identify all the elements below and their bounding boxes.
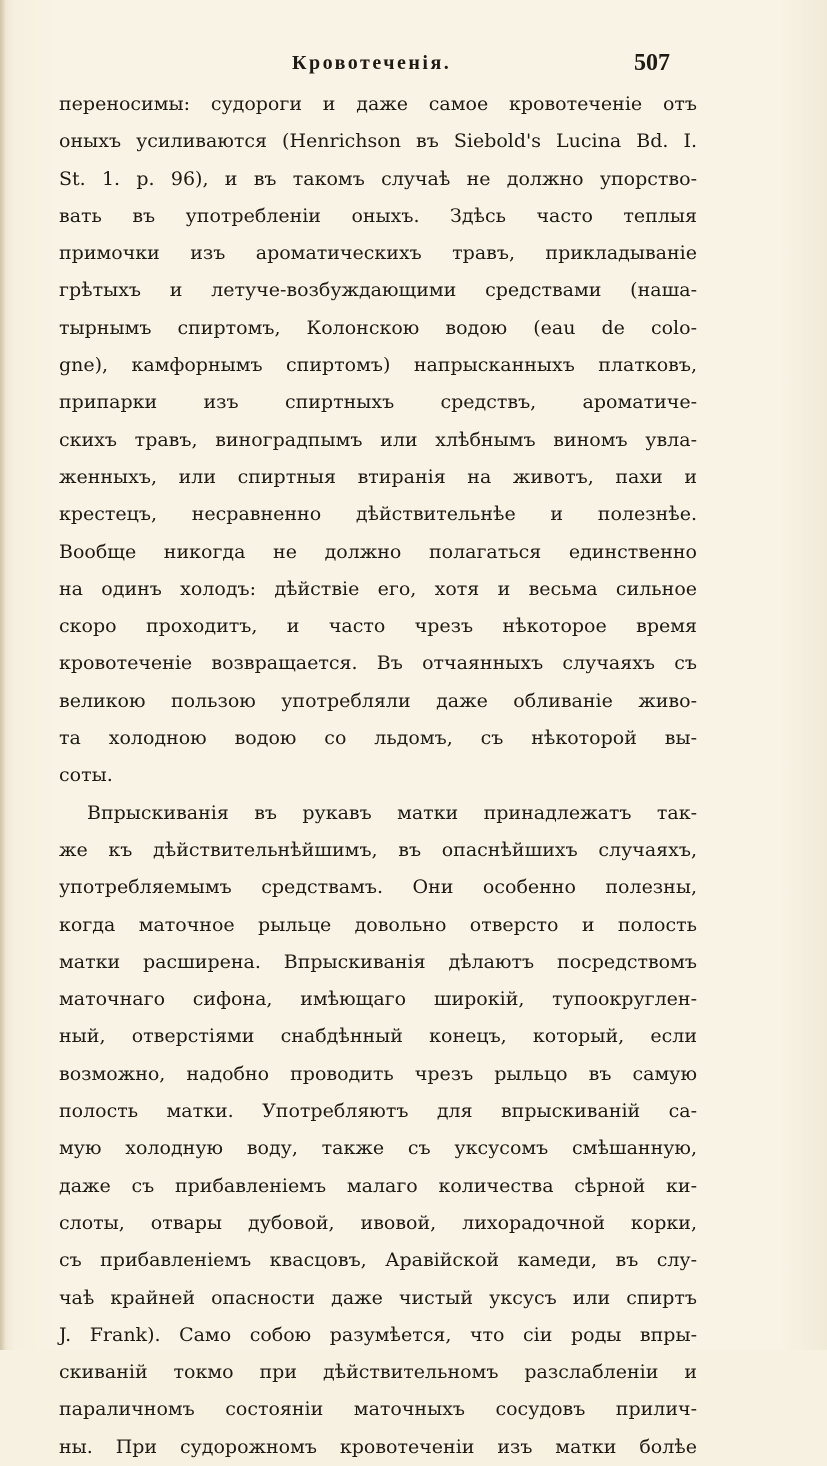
page-spine-shadow [0, 0, 6, 1350]
text-line: вать въ употребленіи оныхъ. Здѣсь часто теплыя [59, 204, 697, 227]
text-line: соты. [59, 764, 113, 787]
text-line: скоро проходитъ, и часто чрезъ нѣкоторое время [59, 615, 697, 638]
text-line: переносимы: судороги и даже самое кровотеченіе отъ [59, 93, 697, 115]
text-line: ны. При судорожномъ кровотеченіи изъ матки болѣе [59, 1435, 697, 1458]
body-text [59, 86, 697, 1466]
text-line: gne), камфорнымъ спиртомъ) напрысканныхъ платковъ, [59, 354, 697, 377]
running-title: Кровотеченія. [292, 52, 452, 74]
page-header [0, 50, 827, 84]
text-line: примочки изъ ароматическихъ травъ, прикладываніе [59, 242, 697, 265]
text-line: когда маточное рыльце довольно отверсто и полость [59, 913, 697, 936]
text-line: употребляемымъ средствамъ. Они особенно полезны, [59, 876, 697, 899]
text-line: женныхъ, или спиртныя втиранія на животъ, пахи и [59, 465, 697, 488]
text-line: ный, отверстіями снабдѣнный конецъ, который, если [59, 1025, 697, 1048]
text-line: тырнымъ спиртомъ, Колонскою водою (eau de colo- [59, 316, 697, 339]
text-line: оныхъ усиливаются (Henrichson въ Siebold's Lucina Bd. I. [59, 130, 697, 153]
text-line: же къ дѣйствительнѣйшимъ, въ опаснѣйшихъ случаяхъ, [59, 838, 697, 861]
text-line: съ прибавленіемъ квасцовъ, Аравійской камеди, въ слу- [59, 1249, 697, 1272]
text-line: возможно, надобно проводить чрезъ рыльцо въ самую [59, 1062, 697, 1085]
text-line: чаѣ крайней опасности даже чистый уксусъ или спиртъ [59, 1286, 697, 1309]
text-line: параличномъ состояніи маточныхъ сосудовъ прилич- [59, 1398, 697, 1421]
text-line: грѣтыхъ и летуче-возбуждающими средствами (наша- [59, 279, 697, 302]
text-line: матки расширена. Впрыскиванія дѣлаютъ посредствомъ [59, 950, 697, 973]
text-line: на одинъ холодъ: дѣйствіе его, хотя и весьма сильное [59, 577, 697, 600]
text-line: J. Frank). Само собою разумѣется, что сіи роды впры- [59, 1323, 697, 1346]
text-line: крестецъ, несравненно дѣйствительнѣе и полезнѣе. [59, 503, 697, 526]
text-line: Впрыскиванія въ рукавъ матки принадлежатъ так- [87, 801, 697, 824]
text-line: та холодною водою со льдомъ, съ нѣкоторой вы- [59, 727, 697, 750]
page-number: 507 [634, 50, 670, 76]
text-line: кровотеченіе возвращается. Въ отчаянныхъ случаяхъ съ [59, 652, 697, 675]
text-line: мую холодную воду, также съ уксусомъ смѣшанную, [59, 1137, 697, 1160]
text-line: Вообще никогда не должно полагаться единственно [59, 540, 697, 563]
text-line: даже съ прибавленіемъ малаго количества сѣрной ки- [59, 1174, 697, 1197]
text-line: St. 1. p. 96), и въ такомъ случаѣ не должно упорство- [59, 167, 697, 190]
text-line: полость матки. Употребляютъ для впрыскиваній са- [59, 1100, 697, 1123]
text-line: слоты, отвары дубовой, ивовой, лихорадочной корки, [59, 1211, 697, 1234]
text-line: скиваній токмо при дѣйствительномъ разслабленіи и [59, 1361, 697, 1384]
text-line: припарки изъ спиртныхъ средствъ, ароматиче- [59, 391, 697, 414]
text-line: великою пользою употребляли даже обливаніе живо- [59, 689, 697, 712]
text-line: маточнаго сифона, имѣющаго широкій, тупоокруглен- [59, 988, 697, 1011]
text-line: скихъ травъ, виноградпымъ или хлѣбнымъ виномъ увла- [59, 428, 697, 451]
